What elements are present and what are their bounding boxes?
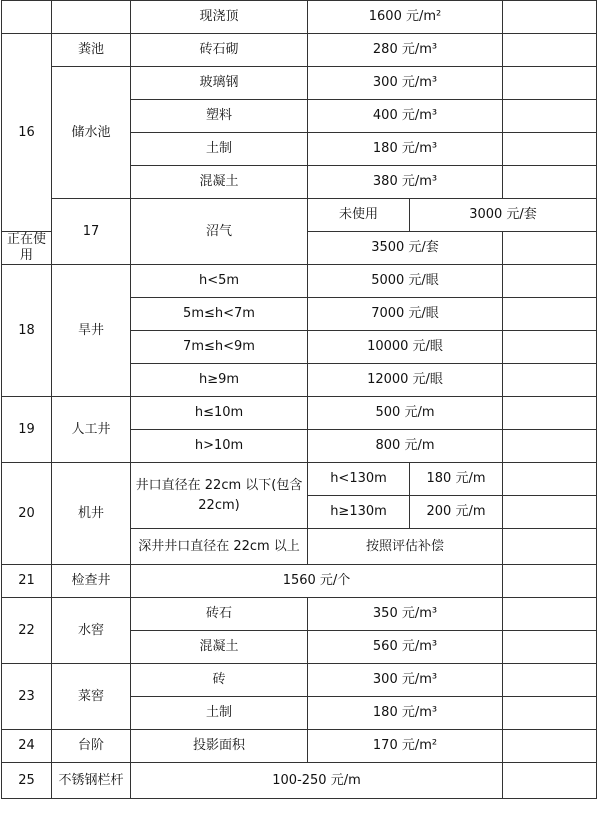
note-cell <box>503 232 597 265</box>
note-cell <box>503 364 597 397</box>
item-cell: h≥9m <box>131 364 308 397</box>
table-row <box>2 199 597 232</box>
price-cell: 350 元/m³ <box>308 598 503 631</box>
price-cell: 7000 元/眼 <box>308 298 503 331</box>
subitem-cell: h≥130m <box>308 496 410 529</box>
item-cell: 5m≤h<7m <box>131 298 308 331</box>
price-cell: 400 元/m³ <box>308 100 503 133</box>
table-row <box>2 1 597 34</box>
item-cell: 深井井口直径在 22cm 以上 <box>131 529 308 565</box>
note-cell <box>503 34 597 67</box>
type-cell: 机井 <box>52 463 131 565</box>
table-row <box>2 565 597 598</box>
type-cell: 不锈钢栏杆 <box>52 763 131 799</box>
note-cell <box>503 529 597 565</box>
price-cell: 170 元/m² <box>308 730 503 763</box>
price-cell: 300 元/m³ <box>308 67 503 100</box>
no-cell: 24 <box>2 730 52 763</box>
type-cell <box>52 1 131 34</box>
item-cell: 混凝土 <box>131 631 308 664</box>
note-cell <box>503 265 597 298</box>
table-row <box>2 664 597 697</box>
no-cell: 17 <box>52 199 131 265</box>
type-cell: 旱井 <box>52 265 131 397</box>
price-cell: 100-250 元/m <box>131 763 503 799</box>
table-row <box>2 265 597 298</box>
no-cell <box>2 1 52 34</box>
no-cell: 22 <box>2 598 52 664</box>
price-cell: 3000 元/套 <box>410 199 597 232</box>
type-cell: 人工井 <box>52 397 131 463</box>
note-cell <box>503 133 597 166</box>
no-cell: 25 <box>2 763 52 799</box>
note-cell <box>503 730 597 763</box>
subitem-cell: h<130m <box>308 463 410 496</box>
note-cell <box>503 67 597 100</box>
table-row <box>2 598 597 631</box>
price-cell: 300 元/m³ <box>308 664 503 697</box>
note-cell <box>503 1 597 34</box>
item-cell: h>10m <box>131 430 308 463</box>
table-row <box>2 463 597 496</box>
note-cell <box>503 697 597 730</box>
note-cell <box>503 598 597 631</box>
item-cell: 投影面积 <box>131 730 308 763</box>
price-cell: 200 元/m <box>410 496 503 529</box>
item-cell: 井口直径在 22cm 以下(包含 22cm) <box>131 463 308 529</box>
price-cell: 3500 元/套 <box>308 232 503 265</box>
type-cell: 储水池 <box>52 67 131 199</box>
item-cell: 7m≤h<9m <box>131 331 308 364</box>
table-row <box>2 67 597 100</box>
no-cell: 20 <box>2 463 52 565</box>
item-cell: 现浇顶 <box>131 1 308 34</box>
note-cell <box>503 565 597 598</box>
price-cell: 12000 元/眼 <box>308 364 503 397</box>
no-cell: 19 <box>2 397 52 463</box>
note-cell <box>503 397 597 430</box>
note-cell <box>503 463 597 496</box>
note-cell <box>503 763 597 799</box>
price-cell: 800 元/m <box>308 430 503 463</box>
item-cell: h≤10m <box>131 397 308 430</box>
price-cell: 1600 元/m² <box>308 1 503 34</box>
table-row <box>2 397 597 430</box>
type-cell: 粪池 <box>52 34 131 67</box>
price-cell: 500 元/m <box>308 397 503 430</box>
item-cell: 土制 <box>131 697 308 730</box>
note-cell <box>503 631 597 664</box>
price-cell: 180 元/m <box>410 463 503 496</box>
note-cell <box>503 298 597 331</box>
note-cell <box>503 430 597 463</box>
price-cell: 280 元/m³ <box>308 34 503 67</box>
price-cell: 10000 元/眼 <box>308 331 503 364</box>
note-cell <box>503 496 597 529</box>
note-cell <box>503 664 597 697</box>
no-cell: 23 <box>2 664 52 730</box>
price-cell: 180 元/m³ <box>308 697 503 730</box>
item-cell: 玻璃钢 <box>131 67 308 100</box>
table-row <box>2 730 597 763</box>
no-cell: 16 <box>2 34 52 232</box>
item-cell: h<5m <box>131 265 308 298</box>
item-cell: 正在使用 <box>2 232 52 265</box>
price-cell: 5000 元/眼 <box>308 265 503 298</box>
compensation-table <box>1 0 597 799</box>
price-cell: 380 元/m³ <box>308 166 503 199</box>
price-cell: 按照评估补偿 <box>308 529 503 565</box>
price-cell: 560 元/m³ <box>308 631 503 664</box>
item-cell: 砖 <box>131 664 308 697</box>
type-cell: 台阶 <box>52 730 131 763</box>
price-cell: 180 元/m³ <box>308 133 503 166</box>
note-cell <box>503 331 597 364</box>
item-cell: 土制 <box>131 133 308 166</box>
item-cell: 砖石 <box>131 598 308 631</box>
type-cell: 检查井 <box>52 565 131 598</box>
no-cell: 21 <box>2 565 52 598</box>
no-cell: 18 <box>2 265 52 397</box>
item-cell: 未使用 <box>308 199 410 232</box>
price-cell: 1560 元/个 <box>131 565 503 598</box>
table-row <box>2 34 597 67</box>
type-cell: 沼气 <box>131 199 308 265</box>
table-row <box>2 763 597 799</box>
item-cell: 塑料 <box>131 100 308 133</box>
note-cell <box>503 100 597 133</box>
type-cell: 菜窖 <box>52 664 131 730</box>
item-cell: 混凝土 <box>131 166 308 199</box>
item-cell: 砖石砌 <box>131 34 308 67</box>
type-cell: 水窖 <box>52 598 131 664</box>
note-cell <box>503 166 597 199</box>
